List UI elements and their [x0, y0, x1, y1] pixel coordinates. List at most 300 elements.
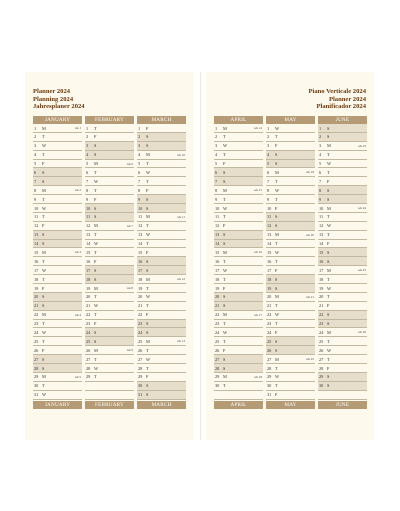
day-row [214, 213, 263, 222]
weekday-letter: M [327, 329, 331, 335]
day-number: 22 [267, 312, 272, 318]
week-number: wk 2 [74, 188, 81, 193]
day-number: 16 [319, 258, 324, 264]
weekday-letter: F [94, 134, 97, 140]
day-row [214, 364, 263, 373]
week-number: wk 1 [74, 126, 81, 130]
day-number: 3 [138, 143, 141, 149]
day-row [85, 364, 134, 373]
weekday-letter: T [94, 125, 97, 131]
day-row [266, 195, 315, 204]
week-number: wk 3 [74, 250, 81, 255]
day-number: 13 [34, 232, 39, 238]
day-number: 28 [319, 365, 324, 371]
day-number: 20 [34, 294, 39, 300]
day-row [266, 382, 315, 391]
day-number: 4 [138, 152, 141, 158]
day-number: 3 [267, 143, 270, 149]
day-number: 25 [34, 338, 39, 344]
day-number: 3 [86, 143, 89, 149]
weekday-letter: T [275, 258, 278, 264]
weekday-letter: T [327, 152, 330, 158]
week-number: wk 6 [126, 161, 133, 166]
day-number: 19 [215, 285, 220, 291]
day-row [137, 275, 186, 284]
day-row [33, 355, 82, 364]
day-row [318, 337, 367, 346]
month-header: JANUARY [33, 116, 82, 124]
day-row [318, 382, 367, 391]
day-number: 6 [86, 169, 89, 175]
day-row [33, 284, 82, 293]
weekday-letter: T [94, 294, 97, 300]
day-number: 17 [138, 267, 143, 273]
weekday-letter: S [275, 285, 278, 291]
day-row [266, 373, 315, 382]
day-number: 22 [34, 312, 39, 318]
weekday-letter: T [94, 249, 97, 255]
weekday-letter: M [327, 143, 331, 149]
weekday-letter: S [327, 125, 330, 131]
day-number: 26 [267, 347, 272, 353]
weekday-letter: W [94, 178, 99, 184]
weekday-letter: S [146, 392, 149, 398]
day-row [85, 328, 134, 337]
weekday-letter: T [223, 214, 226, 220]
day-row [85, 168, 134, 177]
day-number: 15 [34, 249, 39, 255]
day-number: 1 [267, 125, 270, 131]
day-number: 29 [138, 374, 143, 380]
weekday-letter: S [327, 196, 330, 202]
weekday-letter: F [146, 312, 149, 318]
weekday-letter: M [223, 187, 227, 193]
day-number: 30 [267, 383, 272, 389]
day-number: 15 [267, 249, 272, 255]
weekday-letter: M [327, 205, 331, 211]
weekday-letter: F [327, 241, 330, 247]
day-number: 1 [86, 125, 89, 131]
right-page [206, 72, 374, 440]
weekday-letter: S [94, 214, 97, 220]
day-row [318, 142, 367, 151]
weekday-letter: T [42, 258, 45, 264]
day-number: 27 [267, 356, 272, 362]
day-row [33, 320, 82, 329]
month-column [318, 116, 367, 409]
day-row [266, 275, 315, 284]
day-number: 10 [215, 205, 220, 211]
month-footer: MAY [266, 401, 315, 409]
day-number: 31 [138, 392, 143, 398]
day-number: 9 [267, 196, 270, 202]
day-row [137, 364, 186, 373]
day-number: 26 [86, 347, 91, 353]
weekday-letter: T [223, 383, 226, 389]
day-row [85, 320, 134, 329]
day-number: 12 [138, 223, 143, 229]
day-row [85, 311, 134, 320]
day-number: 5 [215, 161, 218, 167]
day-row [33, 328, 82, 337]
day-row [85, 337, 134, 346]
weekday-letter: W [275, 312, 280, 318]
day-row [137, 240, 186, 249]
week-number: wk 7 [126, 223, 133, 228]
weekday-letter: S [327, 187, 330, 193]
month-column [214, 116, 263, 409]
week-number: wk 16 [254, 250, 262, 255]
weekday-letter: T [42, 276, 45, 282]
day-row [137, 302, 186, 311]
day-number: 3 [319, 143, 322, 149]
week-number: wk 13 [177, 339, 185, 344]
month-header: MARCH [137, 116, 186, 124]
month-columns [33, 116, 186, 409]
day-row [266, 240, 315, 249]
day-number: 31 [34, 392, 39, 398]
day-number: 8 [138, 187, 141, 193]
day-row [137, 391, 186, 400]
week-number: wk 24 [358, 206, 366, 211]
weekday-letter: S [327, 312, 330, 318]
day-row [214, 328, 263, 337]
weekday-letter: W [42, 267, 47, 273]
empty-row [214, 391, 263, 400]
day-number: 21 [34, 303, 39, 309]
empty-row [85, 382, 134, 391]
day-number: 9 [34, 196, 37, 202]
day-number: 8 [267, 187, 270, 193]
week-number: wk 22 [306, 357, 314, 362]
day-row [137, 222, 186, 231]
day-number: 25 [138, 338, 143, 344]
day-row [318, 177, 367, 186]
day-row [85, 373, 134, 382]
day-number: 14 [319, 241, 324, 247]
weekday-letter: S [223, 178, 226, 184]
day-row [266, 160, 315, 169]
weekday-letter: T [275, 321, 278, 327]
weekday-letter: F [146, 249, 149, 255]
day-number: 23 [86, 321, 91, 327]
day-row [85, 204, 134, 213]
title-line: Jahresplaner 2024 [33, 103, 85, 111]
day-number: 27 [215, 356, 220, 362]
weekday-letter: S [42, 169, 45, 175]
day-row [318, 222, 367, 231]
weekday-letter: S [146, 143, 149, 149]
weekday-letter: S [275, 214, 278, 220]
month-column [137, 116, 186, 409]
weekday-letter: T [146, 365, 149, 371]
weekday-letter: W [146, 232, 151, 238]
day-number: 22 [138, 312, 143, 318]
weekday-letter: S [42, 241, 45, 247]
weekday-letter: T [94, 169, 97, 175]
weekday-letter: M [42, 249, 46, 255]
day-row [266, 257, 315, 266]
day-row [214, 186, 263, 195]
weekday-letter: M [223, 125, 227, 131]
day-number: 5 [267, 161, 270, 167]
weekday-letter: F [327, 365, 330, 371]
weekday-letter: T [327, 356, 330, 362]
day-number: 1 [319, 125, 322, 131]
day-row [33, 168, 82, 177]
day-row [318, 346, 367, 355]
day-number: 15 [319, 249, 324, 255]
day-row [266, 186, 315, 195]
day-row [33, 337, 82, 346]
day-row [33, 186, 82, 195]
weekday-letter: W [223, 143, 228, 149]
day-number: 5 [319, 161, 322, 167]
day-number: 26 [319, 347, 324, 353]
weekday-letter: S [327, 258, 330, 264]
month-column [33, 116, 82, 409]
day-number: 13 [267, 232, 272, 238]
day-number: 24 [215, 329, 220, 335]
weekday-letter: T [275, 303, 278, 309]
day-row [85, 142, 134, 151]
weekday-letter: W [42, 143, 47, 149]
day-row [33, 177, 82, 186]
weekday-letter: T [94, 356, 97, 362]
day-number: 17 [86, 267, 91, 273]
day-row [137, 160, 186, 169]
weekday-letter: W [146, 169, 151, 175]
weekday-letter: T [275, 365, 278, 371]
week-number: wk 5 [74, 374, 81, 379]
weekday-letter: W [146, 294, 151, 300]
day-row [85, 124, 134, 133]
weekday-letter: M [42, 125, 46, 131]
day-number: 13 [215, 232, 220, 238]
day-number: 22 [215, 312, 220, 318]
weekday-letter: S [327, 383, 330, 389]
weekday-letter: T [94, 312, 97, 318]
day-row [266, 311, 315, 320]
day-number: 3 [215, 143, 218, 149]
day-number: 23 [319, 321, 324, 327]
week-number: wk 8 [126, 286, 133, 291]
weekday-letter: T [146, 178, 149, 184]
day-row [33, 151, 82, 160]
day-row [266, 204, 315, 213]
day-row [214, 177, 263, 186]
title-line: Planning 2024 [33, 95, 74, 103]
weekday-letter: F [223, 161, 226, 167]
title-line: Planner 2024 [328, 95, 366, 103]
day-number: 12 [319, 223, 324, 229]
week-number: wk 15 [254, 188, 262, 193]
day-row [137, 320, 186, 329]
weekday-letter: T [223, 338, 226, 344]
month-footer: MARCH [137, 401, 186, 409]
weekday-letter: W [275, 187, 280, 193]
title-line: Piano Verticale 2024 [308, 88, 366, 95]
day-row [214, 257, 263, 266]
day-row [33, 133, 82, 142]
day-number: 24 [138, 329, 143, 335]
day-number: 9 [86, 196, 89, 202]
day-row [137, 293, 186, 302]
weekday-letter: S [146, 383, 149, 389]
day-row [318, 151, 367, 160]
weekday-letter: T [146, 303, 149, 309]
weekday-letter: S [275, 161, 278, 167]
weekday-letter: M [94, 285, 98, 291]
day-row [137, 124, 186, 133]
empty-row [85, 391, 134, 400]
day-row [266, 213, 315, 222]
weekday-letter: T [146, 223, 149, 229]
day-number: 26 [215, 347, 220, 353]
weekday-letter: W [223, 267, 228, 273]
day-number: 4 [86, 152, 89, 158]
day-number: 18 [86, 276, 91, 282]
weekday-letter: M [146, 152, 150, 158]
weekday-letter: T [327, 214, 330, 220]
day-number: 22 [86, 312, 91, 318]
day-row [266, 346, 315, 355]
day-number: 16 [215, 258, 220, 264]
day-number: 21 [267, 303, 272, 309]
day-number: 21 [86, 303, 91, 309]
weekday-letter: W [94, 365, 99, 371]
weekday-letter: S [275, 223, 278, 229]
weekday-letter: S [146, 196, 149, 202]
weekday-letter: S [275, 152, 278, 158]
day-row [214, 195, 263, 204]
day-row [33, 391, 82, 400]
weekday-letter: S [327, 134, 330, 140]
day-number: 4 [34, 152, 37, 158]
day-number: 13 [319, 232, 324, 238]
weekday-letter: W [275, 249, 280, 255]
week-number: wk 14 [254, 126, 262, 130]
day-row [137, 257, 186, 266]
weekday-letter: M [223, 249, 227, 255]
weekday-letter: S [94, 276, 97, 282]
weekday-letter: S [146, 267, 149, 273]
weekday-letter: S [146, 321, 149, 327]
weekday-letter: W [327, 285, 332, 291]
weekday-letter: F [42, 223, 45, 229]
day-number: 13 [86, 232, 91, 238]
weekday-letter: T [94, 187, 97, 193]
weekday-letter: M [275, 232, 279, 238]
day-number: 23 [267, 321, 272, 327]
day-row [33, 222, 82, 231]
day-number: 17 [34, 267, 39, 273]
day-number: 20 [138, 294, 143, 300]
day-number: 23 [138, 321, 143, 327]
day-number: 8 [319, 187, 322, 193]
weekday-letter: W [223, 329, 228, 335]
day-row [266, 248, 315, 257]
day-number: 11 [215, 214, 220, 220]
weekday-letter: W [327, 161, 332, 167]
day-number: 5 [138, 161, 141, 167]
day-number: 17 [319, 267, 324, 273]
weekday-letter: M [42, 187, 46, 193]
day-row [214, 204, 263, 213]
week-number: wk 23 [358, 143, 366, 148]
day-number: 11 [267, 214, 272, 220]
day-row [137, 133, 186, 142]
weekday-letter: S [275, 338, 278, 344]
day-number: 25 [86, 338, 91, 344]
day-number: 11 [86, 214, 91, 220]
day-number: 1 [215, 125, 218, 131]
weekday-letter: S [94, 143, 97, 149]
day-number: 11 [34, 214, 39, 220]
weekday-letter: T [146, 285, 149, 291]
weekday-letter: F [94, 321, 97, 327]
left-page [25, 72, 193, 440]
weekday-letter: M [223, 374, 227, 380]
day-number: 4 [319, 152, 322, 158]
day-row [266, 364, 315, 373]
day-row [266, 284, 315, 293]
weekday-letter: T [94, 232, 97, 238]
day-row [33, 124, 82, 133]
weekday-letter: S [223, 241, 226, 247]
day-row [137, 213, 186, 222]
month-header: FEBRUARY [85, 116, 134, 124]
day-number: 15 [215, 249, 220, 255]
day-row [85, 213, 134, 222]
day-number: 6 [319, 169, 322, 175]
day-number: 11 [319, 214, 324, 220]
day-number: 19 [267, 285, 272, 291]
day-number: 29 [319, 374, 324, 380]
day-row [33, 275, 82, 284]
day-number: 17 [267, 267, 272, 273]
weekday-letter: T [327, 169, 330, 175]
day-row [137, 168, 186, 177]
day-number: 4 [267, 152, 270, 158]
day-number: 7 [267, 178, 270, 184]
day-number: 22 [319, 312, 324, 318]
weekday-letter: F [275, 143, 278, 149]
weekday-letter: T [146, 347, 149, 353]
day-row [266, 231, 315, 240]
day-row [318, 248, 367, 257]
weekday-letter: T [327, 276, 330, 282]
day-number: 12 [34, 223, 39, 229]
day-row [318, 302, 367, 311]
weekday-letter: T [146, 241, 149, 247]
day-number: 7 [34, 178, 37, 184]
day-number: 16 [138, 258, 143, 264]
weekday-letter: F [275, 205, 278, 211]
month-footer: JUNE [318, 401, 367, 409]
day-row [214, 248, 263, 257]
weekday-letter: W [275, 125, 280, 131]
weekday-letter: S [94, 267, 97, 273]
weekday-letter: S [223, 169, 226, 175]
weekday-letter: S [223, 294, 226, 300]
month-header: MAY [266, 116, 315, 124]
day-row [137, 328, 186, 337]
day-row [137, 151, 186, 160]
day-number: 18 [138, 276, 143, 282]
day-row [266, 355, 315, 364]
weekday-letter: F [275, 267, 278, 273]
